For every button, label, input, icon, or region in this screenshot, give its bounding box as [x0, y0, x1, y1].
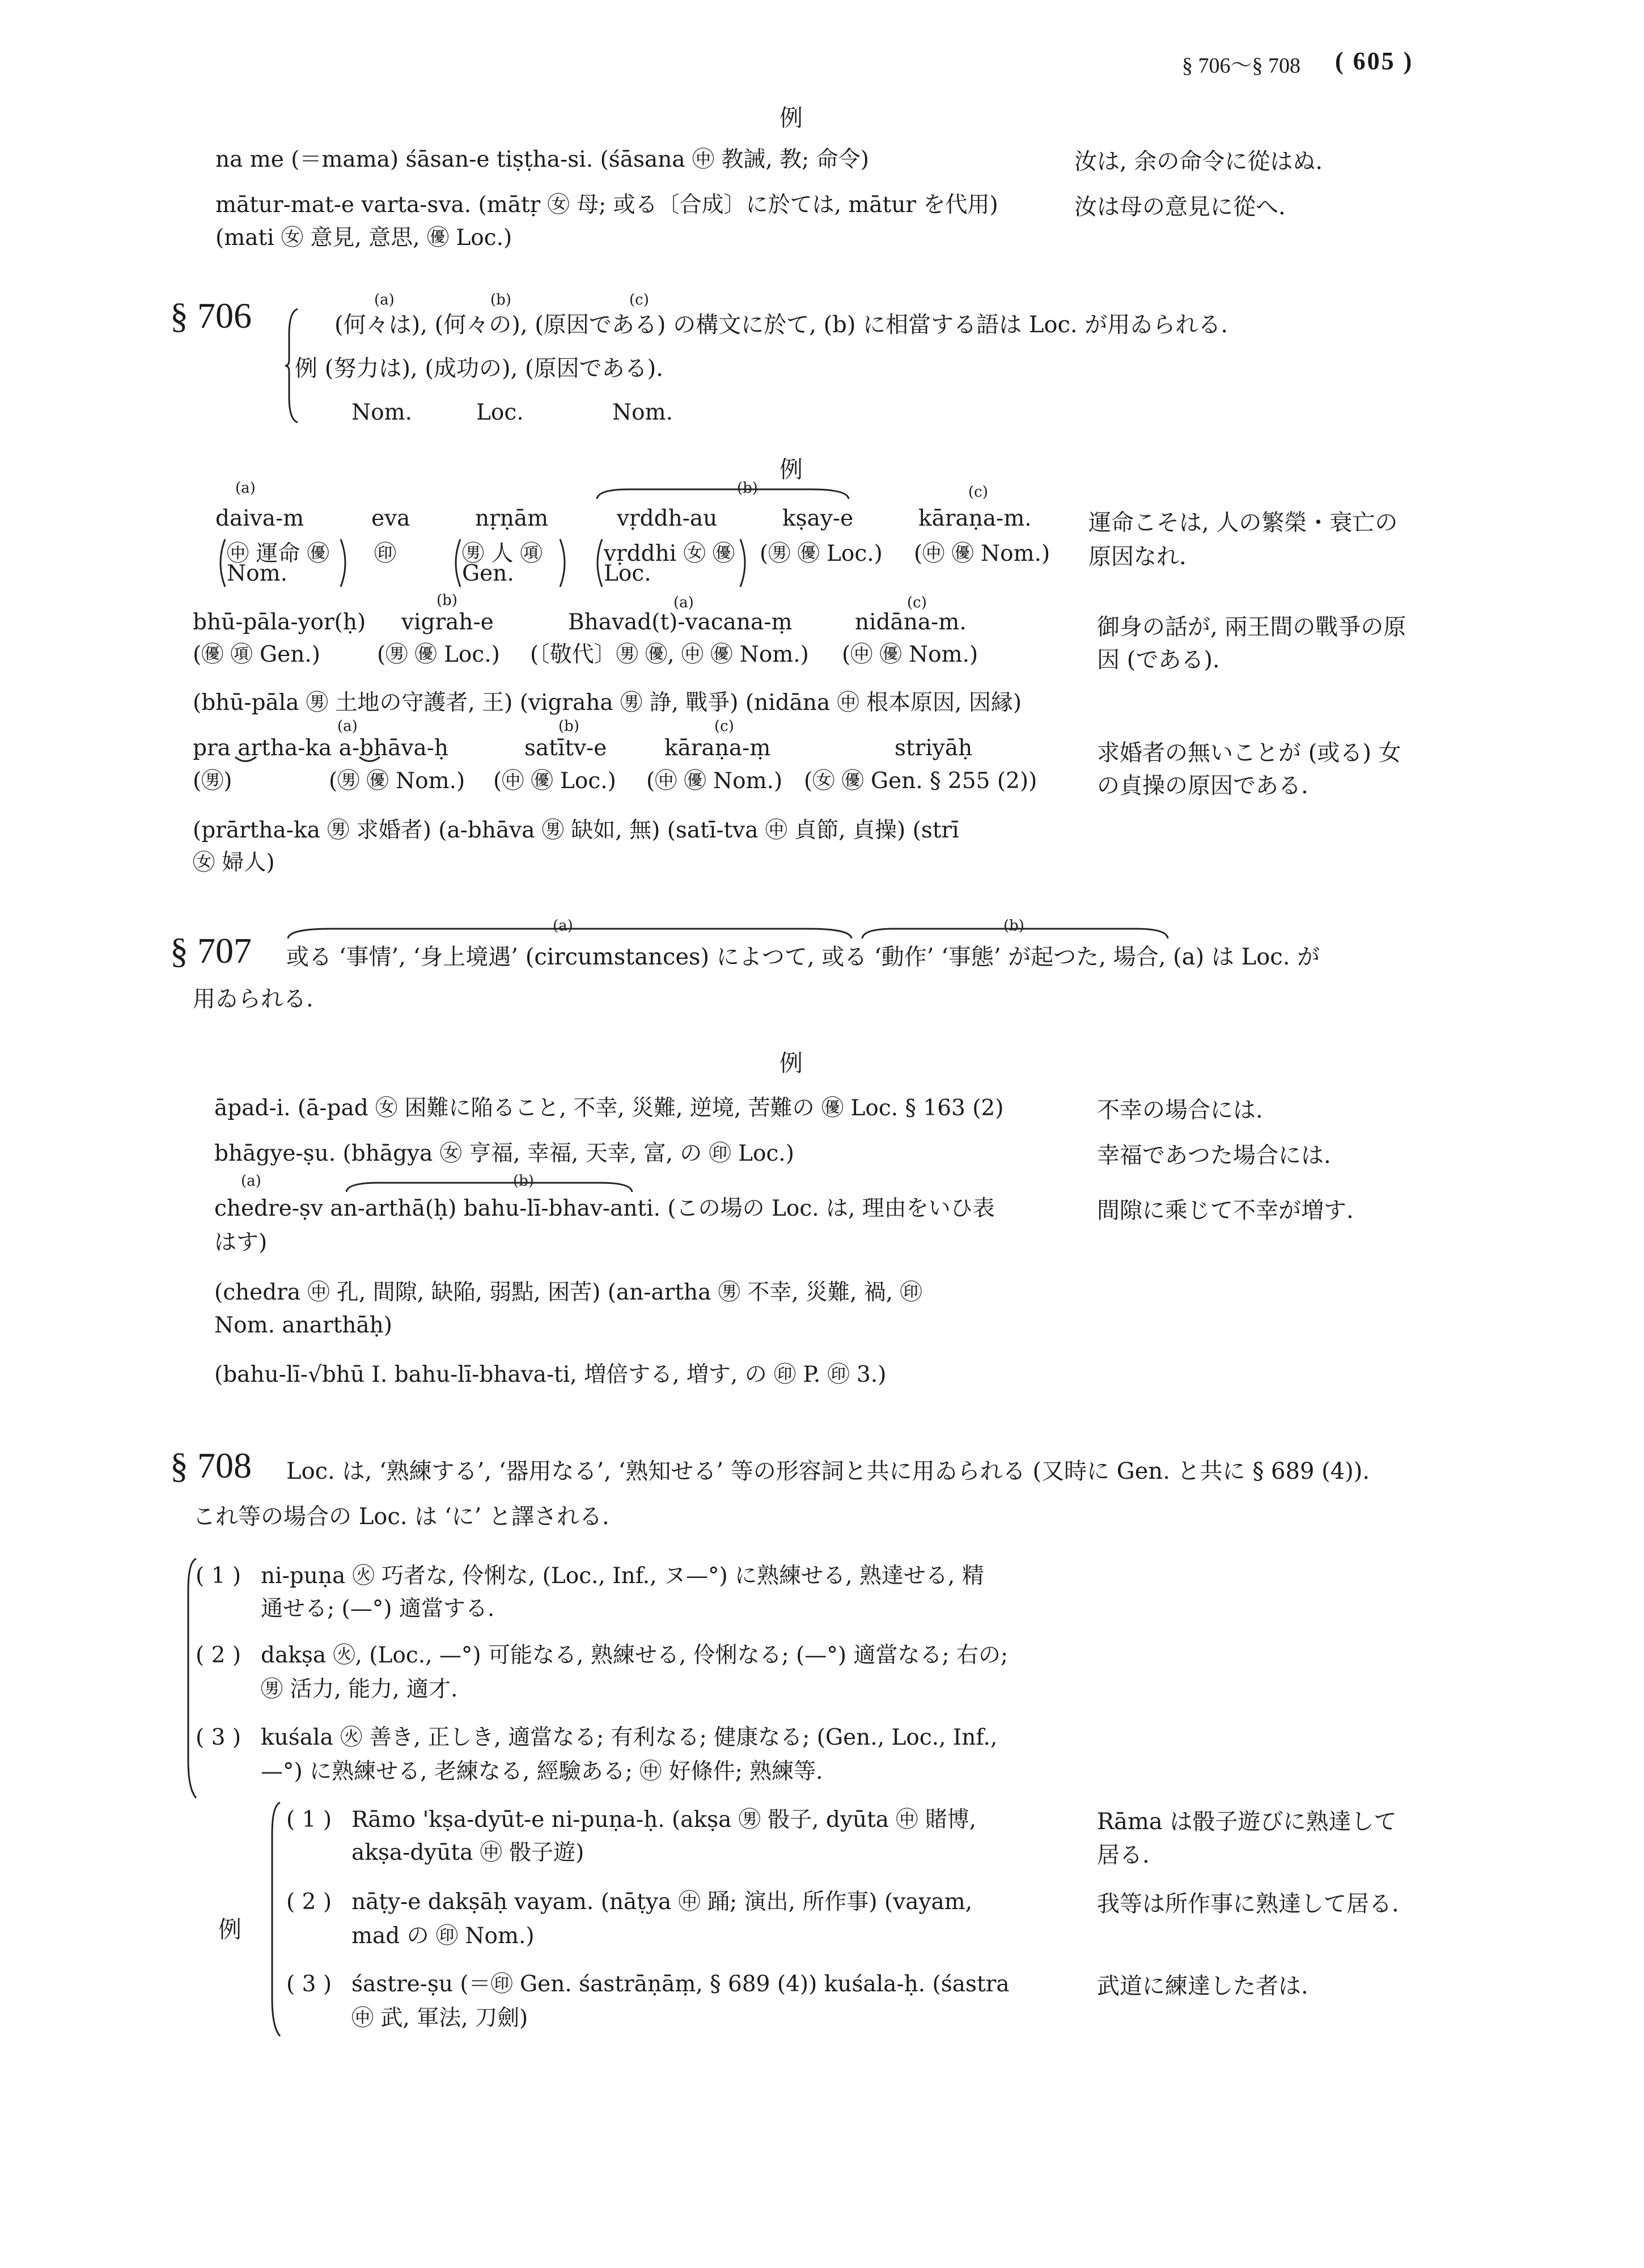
sanskrit-word: vṛddh-au	[617, 506, 718, 531]
translation: の貞操の原因である.	[1097, 773, 1308, 799]
gloss: ㊞	[374, 541, 397, 566]
superscript-a: (a)	[374, 291, 395, 308]
gloss: (㊥ ㊝ Nom.)	[646, 768, 783, 794]
example-line: akṣa-dyūta ㊥ 骰子遊)	[351, 1840, 584, 1865]
example-line: Rāmo 'kṣa-dyūt-e ni-puṇa-ḥ. (akṣa ㊚ 骰子, dyūta ㊥ 賭博,	[351, 1807, 977, 1833]
gloss: (㊛ ㊝ Gen. § 255 (2))	[804, 768, 1037, 794]
section-text: (何々は), (何々の), (原因である) の構文に於て, (b) に相當する語は Loc. が用ゐられる.	[334, 312, 1228, 338]
page-number: ( 605 )	[1335, 47, 1414, 75]
example-label: 例	[779, 456, 803, 483]
paren	[591, 538, 604, 589]
case-label: Nom.	[351, 400, 412, 425]
translation: 求婚者の無いことが (或る) 女	[1097, 740, 1401, 766]
example-note: ㊛ 婦人)	[193, 850, 275, 875]
gloss: (㊥ ㊝ Nom.)	[914, 541, 1050, 566]
sanskrit-word: daiva-m	[215, 506, 304, 531]
item-text: ㊚ 活力, 能力, 適才.	[261, 1677, 458, 1702]
item-text: —°) に熟練せる, 老練なる, 經驗ある; ㊥ 好條件; 熟練等.	[261, 1759, 823, 1784]
example-number: ( 2 )	[286, 1889, 332, 1915]
item-number: ( 2 )	[196, 1643, 241, 1668]
section-text: これ等の場合の Loc. は ‘に’ と譯される.	[193, 1504, 609, 1530]
superscript-b: (b)	[737, 480, 758, 497]
item-text: 通せる; (—°) 適當する.	[261, 1596, 495, 1622]
sanskrit-word: vigrah-e	[401, 610, 494, 635]
overbrace	[286, 924, 853, 941]
example-note: Nom. anarthāḥ)	[214, 1313, 393, 1338]
sanskrit-word: nṛṇām	[475, 506, 549, 531]
paren	[450, 538, 462, 589]
ligature-mark	[234, 754, 392, 767]
translation: 因 (である).	[1097, 647, 1220, 673]
example-line: mātur-mat-e varta-sva. (mātṛ ㊛ 母; 或る〔合成〕に於ては, mātur を代用)	[215, 192, 998, 218]
gloss: (㊚ ㊝ Loc.)	[760, 541, 883, 566]
example-line: śastre-ṣu (＝㊞ Gen. śastrāṇāṃ, § 689 (4)) kuśala-ḥ. (śastra	[351, 1971, 1010, 1997]
example-note: (mati ㊛ 意見, 意思, ㊝ Loc.)	[215, 225, 512, 251]
superscript-c: (c)	[907, 594, 927, 611]
example-label: 例	[779, 104, 803, 132]
translation: 原因なれ.	[1088, 544, 1187, 570]
item-number: ( 1 )	[196, 1563, 241, 1589]
sanskrit-word: Bhavad(t)-vacana-ṃ	[568, 610, 793, 635]
superscript-c: (c)	[629, 291, 649, 308]
section-text: Loc. は, ‘熟練する’, ‘器用なる’, ‘熟知せる’ 等の形容詞と共に用ゐられる (又時に Gen. と共に § 689 (4)).	[286, 1458, 1370, 1484]
left-brace	[181, 1556, 198, 1800]
example-line: mad の ㊞ Nom.)	[351, 1923, 535, 1949]
gloss: (㊥ ㊝ Nom.)	[842, 642, 978, 667]
example-label: 例	[779, 1050, 803, 1077]
sanskrit-word: pra artha-ka a-bhāva-ḥ	[193, 735, 448, 761]
superscript-a: (a)	[673, 594, 694, 611]
example-line: bhāgye-ṣu. (bhāgya ㊛ 亨福, 幸福, 天幸, 富, の ㊞ Loc.)	[214, 1141, 794, 1166]
item-text: ni-puṇa ㊋ 巧者な, 伶悧な, (Loc., Inf., ヌ—°) に熟練せる, 熟達せる, 精	[261, 1563, 984, 1589]
section-number: § 706	[170, 295, 252, 336]
example-number: ( 3 )	[286, 1971, 332, 1997]
paren	[739, 538, 751, 589]
paren	[339, 538, 351, 589]
gloss: (㊚)	[193, 768, 232, 794]
superscript-a: (a)	[235, 480, 256, 497]
gloss: (㊚ ㊝ Nom.)	[329, 768, 465, 794]
case-label: Loc.	[476, 400, 524, 425]
section-text: 用ゐられる.	[193, 986, 313, 1012]
example-line: nāṭy-e dakṣāḥ vayam. (nāṭya ㊥ 踊; 演出, 所作事) (vayam,	[351, 1889, 973, 1915]
translation: Rāma は骰子遊びに熟達して	[1097, 1809, 1397, 1835]
superscript-b: (b)	[513, 1173, 534, 1190]
gloss: ㊚ 人 ㊠	[462, 541, 543, 566]
example-line: chedre-ṣv an-arthā(ḥ) bahu-lī-bhav-anti. (この場の Loc. は, 理由をいひ表	[214, 1196, 995, 1221]
gloss: (㊚ ㊝ Loc.)	[377, 642, 500, 667]
paren	[558, 538, 571, 589]
gloss: (〔敬代〕㊚ ㊝, ㊥ ㊝ Nom.)	[530, 642, 809, 667]
section-range: § 706〜§ 708	[1182, 54, 1301, 78]
paren	[214, 538, 227, 589]
section-number: § 708	[170, 1445, 252, 1486]
superscript-b: (b)	[437, 592, 457, 609]
overbrace	[861, 924, 1170, 941]
superscript-b: (b)	[558, 718, 579, 735]
gloss: vṛddhi ㊛ ㊝	[604, 541, 735, 566]
sanskrit-word: satītv-e	[524, 735, 607, 761]
translation: 御身の話が, 兩王間の戰爭の原	[1097, 614, 1406, 640]
left-brace	[265, 1800, 282, 2038]
sanskrit-word: kṣay-e	[782, 506, 854, 531]
left-brace	[283, 306, 300, 425]
superscript-a: (a)	[241, 1173, 261, 1190]
example-line: はす)	[214, 1230, 268, 1255]
overbrace	[345, 1178, 634, 1194]
translation: 幸福であつた場合には.	[1097, 1143, 1331, 1169]
translation: 居る.	[1097, 1842, 1150, 1868]
section-text: 或る ‘事情’, ‘身上境遇’ (circumstances) によつて, 或る ‘動作’ ‘事態’ が起つた, 場合, (a) は Loc. が	[286, 944, 1320, 970]
sanskrit-word: bhū-pāla-yor(ḥ)	[193, 610, 366, 635]
translation: 運命こそは, 人の繁榮・衰亡の	[1088, 510, 1398, 536]
example-note: (chedra ㊥ 孔, 間隙, 缺陥, 弱點, 困苦) (an-artha ㊚ 不幸, 災難, 禍, ㊞	[214, 1280, 922, 1305]
gloss: Gen.	[462, 561, 514, 586]
sanskrit-word: nidāna-m.	[855, 610, 967, 635]
case-label: Nom.	[612, 400, 673, 425]
superscript-b: (b)	[490, 291, 511, 308]
superscript-a: (a)	[553, 917, 573, 934]
section-number: § 707	[170, 930, 252, 971]
example-line: na me (＝mama) śāsan-e tiṣṭha-si. (śāsana ㊥ 教誡, 教; 命令)	[215, 147, 869, 172]
translation: 不幸の場合には.	[1097, 1097, 1263, 1123]
example-note: (bhū-pāla ㊚ 土地の守護者, 王) (vigraha ㊚ 諍, 戰爭) (nidāna ㊥ 根本原因, 因縁)	[193, 690, 1022, 716]
example-number: ( 1 )	[286, 1807, 332, 1833]
superscript-b: (b)	[1003, 917, 1024, 934]
gloss: ㊥ 運命 ㊝	[227, 541, 329, 566]
example-line: āpad-i. (ā-pad ㊛ 困難に陥ること, 不幸, 災難, 逆境, 苦難の ㊝ Loc. § 163 (2)	[214, 1095, 1004, 1121]
example-note: (bahu-lī-√bhū I. bahu-lī-bhava-ti, 増倍する, 増す, の ㊞ P. ㊞ 3.)	[214, 1362, 887, 1387]
translation: 汝は, 余の命令に從はぬ.	[1074, 149, 1323, 175]
sanskrit-word: kāraṇa-ṃ	[664, 735, 771, 761]
translation: 間隙に乘じて不幸が増す.	[1097, 1198, 1354, 1224]
item-text: kuśala ㊋ 善き, 正しき, 適當なる; 有利なる; 健康なる; (Gen., Loc., Inf.,	[261, 1725, 998, 1750]
translation: 武道に練達した者は.	[1097, 1973, 1308, 1999]
item-number: ( 3 )	[196, 1725, 241, 1750]
sanskrit-word: eva	[371, 506, 410, 531]
superscript-a: (a)	[337, 718, 358, 735]
translation: 汝は母の意見に從へ.	[1074, 194, 1286, 220]
gloss: Nom.	[227, 561, 287, 586]
gloss: (㊥ ㊝ Loc.)	[493, 768, 616, 794]
example-line: ㊥ 武, 軍法, 刀劍)	[351, 2005, 528, 2031]
item-text: dakṣa ㊋, (Loc., —°) 可能なる, 熟練せる, 伶悧なる; (—°) 適當なる; 右の;	[261, 1643, 1009, 1668]
overbrace	[595, 485, 850, 502]
section-text: 例 (努力は), (成功の), (原因である).	[295, 356, 663, 382]
gloss: Loc.	[604, 561, 651, 586]
sanskrit-word: striyāḥ	[895, 735, 973, 761]
superscript-c: (c)	[714, 718, 734, 735]
sanskrit-word: kāraṇa-m.	[918, 506, 1032, 531]
example-label: 例	[218, 1916, 241, 1943]
superscript-c: (c)	[968, 484, 988, 501]
translation: 我等は所作事に熟達して居る.	[1097, 1891, 1399, 1917]
gloss: (㊝ ㊠ Gen.)	[193, 642, 320, 667]
example-note: (prārtha-ka ㊚ 求婚者) (a-bhāva ㊚ 缺如, 無) (satī-tva ㊥ 貞節, 貞操) (strī	[193, 818, 959, 843]
